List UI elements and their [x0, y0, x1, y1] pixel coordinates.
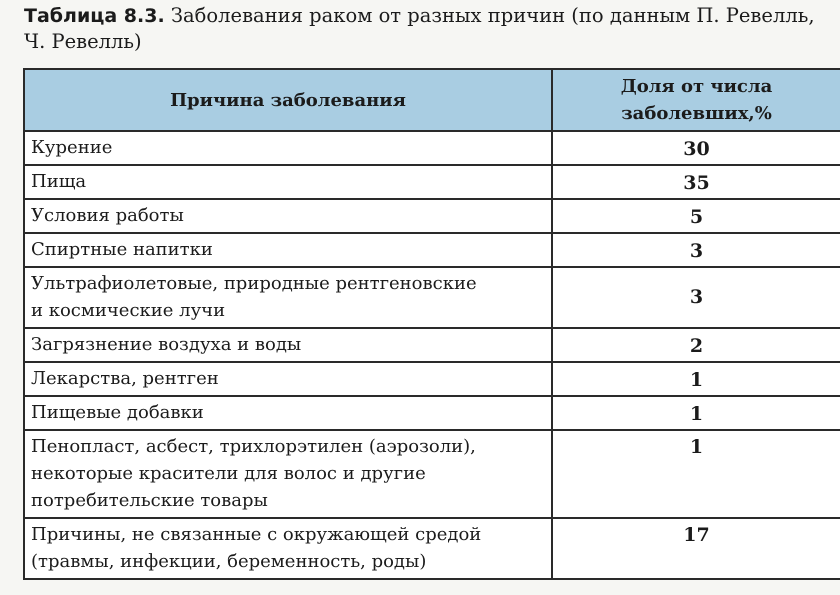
header-share-line-1: Доля от числа: [620, 76, 773, 97]
cause-text-line-1: Причины, не связанные с окружающей средой: [31, 524, 482, 545]
cause-text-line-1: Пенопласт, асбест, трихлорэтилен (аэрозоли),: [31, 436, 476, 457]
cause-cell: [24, 430, 552, 518]
cause-cell: [24, 165, 552, 199]
share-cell: 3: [552, 233, 840, 267]
cause-text: Пища: [31, 171, 87, 192]
cause-text-line-2: (травмы, инфекции, беременность, роды): [31, 551, 427, 572]
table-row: [24, 362, 840, 396]
cause-cell: [24, 328, 552, 362]
cancer-causes-table: [23, 68, 840, 580]
cause-cell: [24, 233, 552, 267]
table-row: [24, 267, 840, 328]
caption-label: Таблица 8.3.: [24, 5, 165, 27]
header-share-line-2: заболевших,%: [621, 103, 772, 124]
cause-cell: [24, 362, 552, 396]
header-cause: [24, 69, 552, 131]
cause-cell: [24, 396, 552, 430]
table-row: [24, 328, 840, 362]
caption-title-part-1: Заболевания раком от разных причин (по данным П. Ревелль,: [164, 4, 815, 27]
cause-cell: [24, 199, 552, 233]
share-cell: 1: [552, 362, 840, 396]
share-cell: 1: [552, 396, 840, 430]
share-cell: 5: [552, 199, 840, 233]
cause-text-line-2: и космические лучи: [31, 300, 226, 321]
table-row: [24, 396, 840, 430]
share-cell: 30: [552, 131, 840, 165]
table-caption: [24, 3, 836, 55]
cause-text-line-2: некоторые красители для волос и другие: [31, 463, 426, 484]
share-cell: 35: [552, 165, 840, 199]
cause-text: Условия работы: [31, 205, 184, 226]
share-cell: 3: [552, 267, 840, 328]
cause-text: Курение: [31, 137, 113, 158]
table-row: [24, 430, 840, 518]
header-cause-label: Причина заболевания: [170, 89, 406, 111]
share-cell: 1: [552, 430, 840, 518]
share-cell: 17: [552, 518, 840, 579]
cause-text: Лекарства, рентген: [31, 368, 219, 389]
cause-cell: [24, 131, 552, 165]
caption-line-1: [24, 3, 836, 29]
cause-text-line-3: потребительские товары: [31, 490, 268, 511]
table-header-row: [24, 69, 840, 131]
table-row: [24, 131, 840, 165]
cause-text: Пищевые добавки: [31, 402, 204, 423]
table-row: [24, 518, 840, 579]
table-row: [24, 165, 840, 199]
cause-text: Спиртные напитки: [31, 239, 213, 260]
table-row: [24, 199, 840, 233]
cause-cell: [24, 518, 552, 579]
header-share: [552, 69, 840, 131]
cause-cell: [24, 267, 552, 328]
cause-text: Загрязнение воздуха и воды: [31, 334, 302, 355]
cause-text-line-1: Ультрафиолетовые, природные рентгеновские: [31, 273, 477, 294]
table-row: [24, 233, 840, 267]
caption-title-part-2: Ч. Ревелль): [24, 30, 142, 53]
share-cell: 2: [552, 328, 840, 362]
